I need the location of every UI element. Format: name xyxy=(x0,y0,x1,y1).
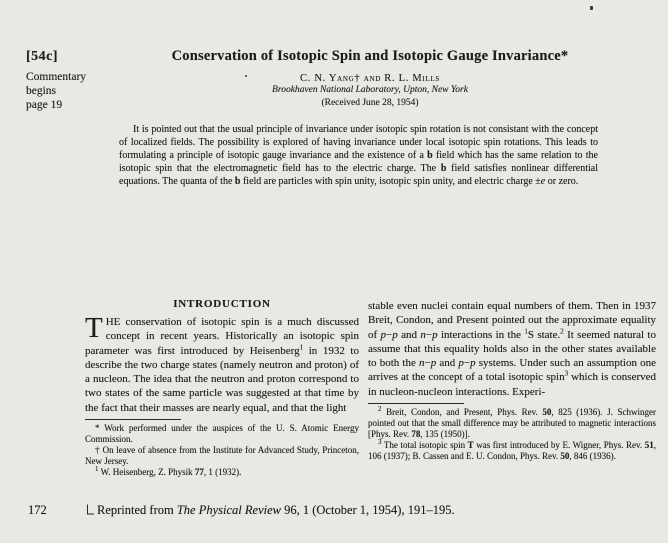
body-paragraph xyxy=(85,312,359,415)
corner-bracket-icon xyxy=(87,505,94,515)
margin-note-line: begins xyxy=(26,85,57,97)
page-number: 172 xyxy=(28,503,47,517)
footnote: * Work performed under the auspices of the U. S. Atomic Energy Commission. xyxy=(85,423,359,445)
footnote: $^1$ W. Heisenberg, Z. Physik 77, 1 (1932). xyxy=(95,465,242,478)
affiliation-line: Brookhaven National Laboratory, Upton, New York xyxy=(272,85,468,95)
entry-tag: [54c] xyxy=(26,49,59,64)
section-heading: INTRODUCTION xyxy=(173,298,271,310)
footnote-rule xyxy=(85,419,181,420)
drop-cap: T xyxy=(85,312,103,344)
right-column xyxy=(368,299,656,462)
body-paragraph: stable even nuclei contain equal numbers of them. Then in 1937 Breit, Condon, and Present pointed out the approximate equality of p−p and n−p interactions in the $^1$S state.$^2$ It seemed natural to assume that this equality holds also in the other states available to both the n−p and p−p systems. Under such an assumption one arrives at the concept of a total isotopic spin$^3$ which is conserved in nucleon-nucleon interactions. Experi- xyxy=(368,300,656,398)
title-block xyxy=(85,48,655,108)
footnote-rule xyxy=(368,403,464,404)
footnote: $^2$ Breit, Condon, and Present, Phys. Rev. 50, 825 (1936). J. Schwinger pointed out that the small difference may be attributed to magnetic interactions [Phys. Rev. 78, 135 (1950)]. xyxy=(368,405,656,440)
left-column xyxy=(85,298,359,478)
footnote: $^3$ The total isotopic spin T was first introduced by E. Wigner, Phys. Rev. 51, 106 (1937); B. Cassen and E. U. Condon, Phys. Rev. 50, 846 (1936). xyxy=(368,438,656,462)
reprint-credit xyxy=(87,503,455,518)
author-line: C. N. Yang† and R. L. Mills xyxy=(299,73,441,84)
reprint-text: Reprinted from The Physical Review 96, 1 (October 1, 1954), 191–195. xyxy=(97,503,455,517)
margin-note-line: Commentary xyxy=(26,71,87,83)
scan-speck xyxy=(590,6,593,10)
paragraph-text: HE conservation of isotopic spin is a much discussed concept in recent years. Historically an isotopic spin parameter was first introduced by Heisenberg$^1$ in 1932 to describe the two charge states (namely neutron and proton) of a nucleon. The idea that the neutron and proton correspond to two states of the same particle was suggested at that time by the fact that their masses are nearly equal, and that the light xyxy=(85,316,359,414)
article-title: Conservation of Isotopic Spin and Isotopic Gauge Invariance* xyxy=(171,48,569,64)
margin-note-line: page 19 xyxy=(26,99,63,111)
scan-speck xyxy=(245,75,247,77)
abstract-paragraph: It is pointed out that the usual principle of invariance under isotopic spin rotation is not consistant with the concept of localized fields. The possibility is explored of having invariance under local isotopic spin rotations. This leads to formulating a principle of isotopic gauge invariance and the existence of a b field which has the same relation to the isotopic spin that the electromagnetic field has to the electric charge. The b field satisfies nonlinear differential equations. The quanta of the b field are particles with spin unity, isotopic spin unity, and electric charge ±e or zero. xyxy=(119,124,598,188)
footnote: † On leave of absence from the Institute for Advanced Study, Princeton, New Jersey. xyxy=(85,445,359,467)
received-date: (Received June 28, 1954) xyxy=(321,98,419,108)
